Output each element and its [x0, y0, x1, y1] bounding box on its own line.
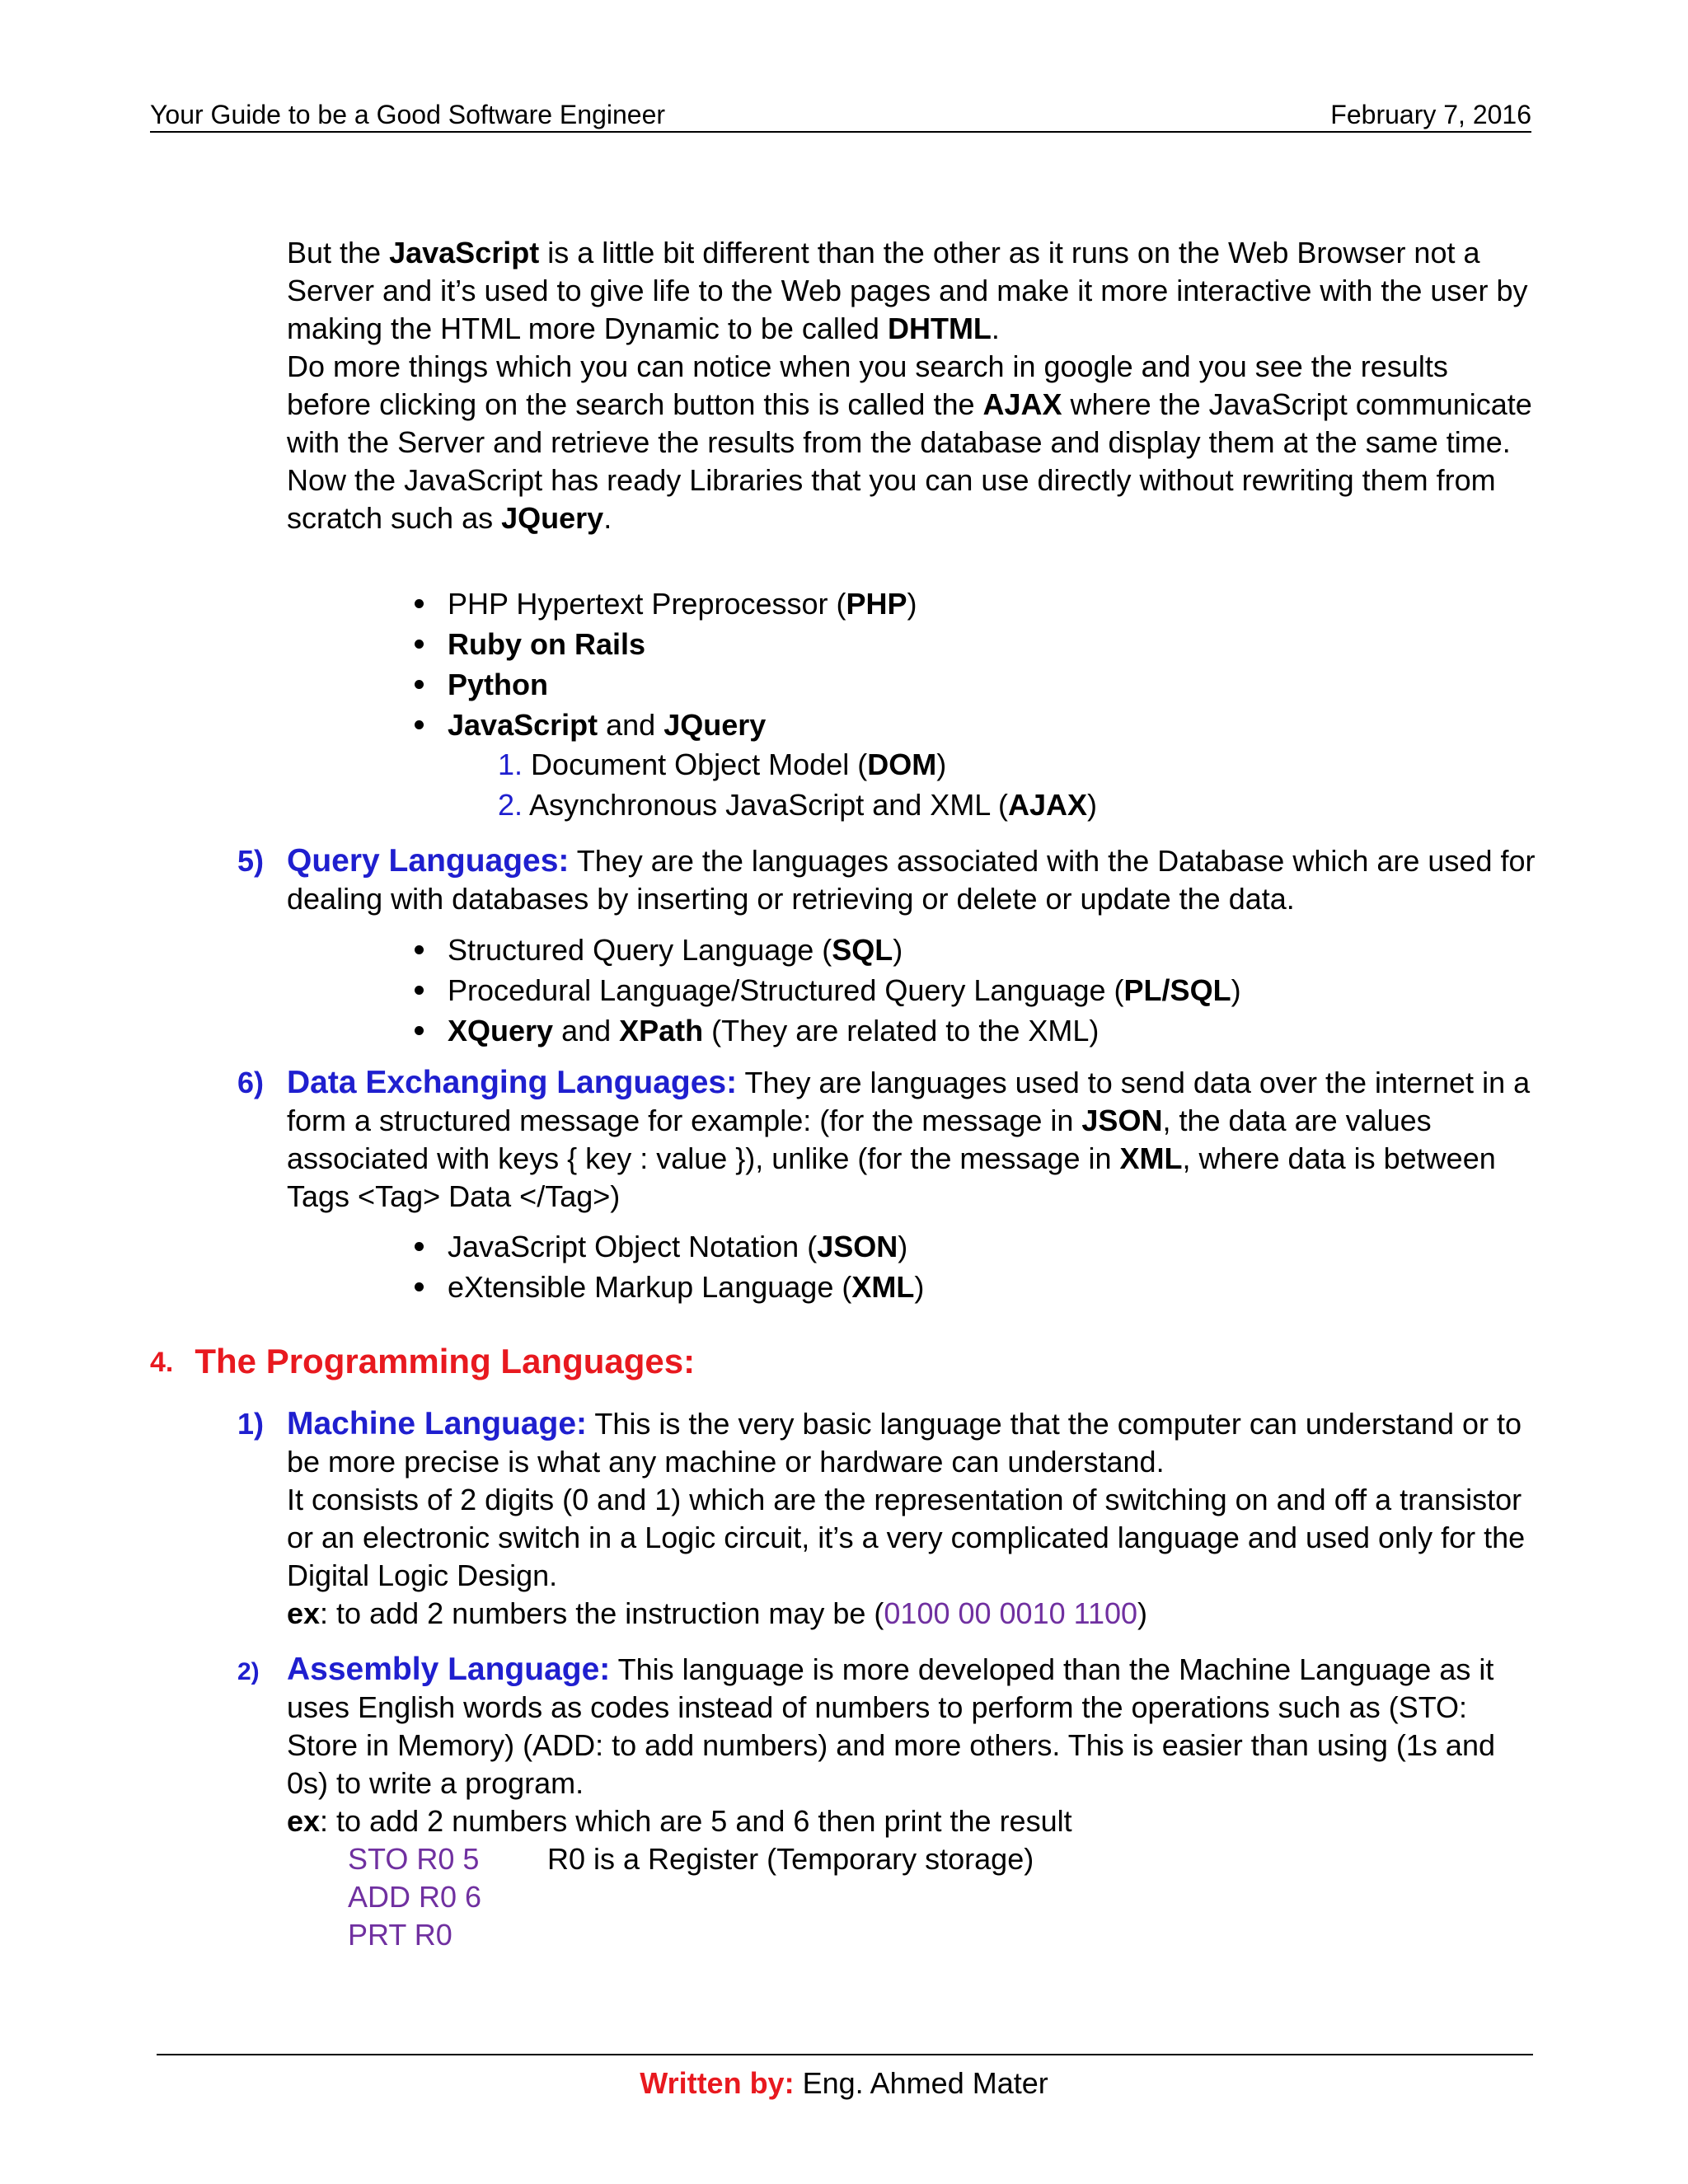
intro-paragraphs: [287, 234, 1540, 537]
section-text: This is the very basic language that the computer can understand or to be more precise is what any machine or hardware can understand.: [287, 1407, 1522, 1479]
list-number: 1.: [498, 748, 523, 781]
list-item: XQuery and XPath (They are related to the XML): [448, 1014, 1100, 1047]
binary-code: 0100 00 0010 1100: [884, 1596, 1138, 1630]
data-exchanging-section: 6) Data Exchanging Languages: They are languages used to send data over the internet in a form a structured message for example: (for the message in JSON, the data are values associated with keys { key : value }), unlike (for the message in XML, where data is between Tags <Tag> Data </Tag>): [237, 1065, 1531, 1213]
list-item: JavaScript and JQuery: [448, 708, 767, 742]
section-marker: 1): [237, 1407, 265, 1441]
intro-paragraph-2: Do more things which you can notice when you search in google and you see the results before clicking on the search button this is called the AJAX where the JavaScript communicate with the Server and retrieve the results from the database and display them at the same time.: [287, 349, 1532, 459]
code-line: PRT R0: [348, 1918, 452, 1952]
section-text: This language is more developed than the Machine Language as it uses English words as codes instead of numbers to perform the operations such as (STO: Store in Memory) (ADD: to add numbers) and more others. This is easier than using (1s and 0s) to write a program.: [287, 1652, 1495, 1800]
list-item: JavaScript Object Notation (JSON): [448, 1230, 908, 1263]
section-title: Assembly Language:: [287, 1652, 611, 1687]
example-line: ex: to add 2 numbers the instruction may be (0100 00 0010 1100): [287, 1596, 1148, 1630]
section-title: Query Languages:: [287, 843, 570, 879]
list-number: 2.: [498, 788, 523, 822]
code-line: ADD R0 6: [348, 1880, 482, 1914]
list-item: 1. Document Object Model (DOM): [498, 748, 947, 781]
footer-author: Eng. Ahmed Mater: [794, 2066, 1048, 2100]
assembly-code-block: [348, 1840, 1034, 1954]
footer-label: Written by:: [640, 2066, 795, 2100]
code-line: STO R0 5 R0 is a Register (Temporary storage): [348, 1842, 1034, 1876]
section-marker: 2): [237, 1658, 260, 1685]
assembly-language-section: [237, 1651, 1540, 1840]
machine-language-section: [237, 1405, 1540, 1633]
javascript-sublist: [498, 744, 1097, 825]
list-item: Structured Query Language (SQL): [448, 933, 903, 967]
page-footer: [0, 2065, 1688, 2102]
section-text: They are the languages associated with the Database which are used for dealing with databases by inserting or retrieving or delete or update the data.: [287, 844, 1536, 916]
section-paragraph: It consists of 2 digits (0 and 1) which are the representation of switching on and off a transistor or an electronic switch in a Logic circuit, it’s a very complicated language and used only for the Digital Logic Design.: [287, 1483, 1526, 1592]
header-date: February 7, 2016: [1330, 100, 1531, 129]
list-item: Ruby on Rails: [448, 627, 646, 661]
example-line: ex: to add 2 numbers which are 5 and 6 then print the result: [287, 1804, 1072, 1838]
heading-title: The Programming Languages:: [195, 1342, 696, 1380]
section-title: Data Exchanging Languages:: [287, 1065, 738, 1100]
section-marker: 6): [237, 1066, 265, 1099]
query-languages-section: [237, 842, 1540, 918]
section-heading: [150, 1341, 695, 1383]
section-title: Machine Language:: [287, 1406, 588, 1441]
intro-paragraph-3: Now the JavaScript has ready Libraries that you can use directly without rewriting them from scratch such as JQuery.: [287, 463, 1496, 535]
list-item: Procedural Language/Structured Query Language (PL/SQL): [448, 973, 1241, 1007]
list-item: eXtensible Markup Language (XML): [448, 1270, 925, 1304]
list-item: PHP Hypertext Preprocessor (PHP): [448, 587, 917, 621]
heading-number: 4.: [150, 1347, 174, 1378]
header-title: Your Guide to be a Good Software Engineer: [150, 100, 666, 129]
data-exchanging-list: [448, 1226, 924, 1307]
query-languages-list: [448, 930, 1241, 1051]
list-item: 2. Asynchronous JavaScript and XML (AJAX): [498, 788, 1098, 822]
list-item: Python: [448, 668, 548, 701]
page-header: [150, 98, 1531, 133]
section-marker: 5): [237, 844, 265, 878]
web-languages-list: [448, 583, 917, 745]
footer-divider: [157, 2054, 1533, 2055]
intro-paragraph-1: But the JavaScript is a little bit different than the other as it runs on the Web Browser not a Server and it’s used to give life to the Web pages and make it more interactive with the user by making the HTML more Dynamic to be called DHTML.: [287, 236, 1528, 345]
